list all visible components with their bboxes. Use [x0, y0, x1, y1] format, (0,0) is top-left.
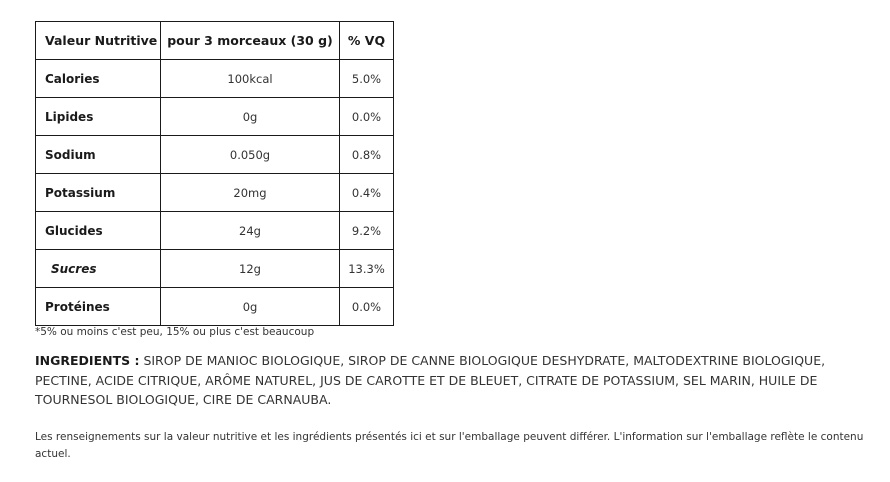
nutrient-amount: 0g	[161, 98, 340, 136]
table-row-lipides	[36, 98, 394, 136]
nutrient-name: Potassium	[36, 174, 161, 212]
nutrient-name: Protéines	[36, 288, 161, 326]
table-row-potassium	[36, 174, 394, 212]
nutrient-name: Sucres	[36, 250, 161, 288]
daily-value-footnote: *5% ou moins c'est peu, 15% ou plus c'est beaucoup	[35, 326, 315, 338]
nutrient-daily-value: 0.0%	[340, 98, 394, 136]
nutrient-name: Lipides	[36, 98, 161, 136]
nutrition-facts-table	[35, 21, 394, 326]
nutrient-daily-value: 9.2%	[340, 212, 394, 250]
table-row-sodium	[36, 136, 394, 174]
nutrient-amount: 100kcal	[161, 60, 340, 98]
nutrient-amount: 0g	[161, 288, 340, 326]
ingredients-list	[35, 351, 875, 410]
table-header-row	[36, 22, 394, 60]
table-row-proteines	[36, 288, 394, 326]
nutrient-name: Sodium	[36, 136, 161, 174]
packaging-disclaimer: Les renseignements sur la valeur nutritive et les ingrédients présentés ici et sur l'emballage peuvent différer. L'information sur l'emballage reflète le contenu actuel.	[35, 431, 864, 460]
nutrient-amount: 20mg	[161, 174, 340, 212]
table-row-glucides	[36, 212, 394, 250]
nutrient-name: Glucides	[36, 212, 161, 250]
nutrient-daily-value: 13.3%	[340, 250, 394, 288]
nutrient-amount: 0.050g	[161, 136, 340, 174]
nutrient-daily-value: 0.0%	[340, 288, 394, 326]
header-nutrient: Valeur Nutritive	[36, 22, 161, 60]
table-row-calories	[36, 60, 394, 98]
nutrient-amount: 24g	[161, 212, 340, 250]
header-daily-value: % VQ	[340, 22, 394, 60]
nutrient-daily-value: 0.4%	[340, 174, 394, 212]
ingredients-label: INGREDIENTS :	[35, 353, 140, 368]
nutrient-daily-value: 0.8%	[340, 136, 394, 174]
nutrient-daily-value: 5.0%	[340, 60, 394, 98]
ingredients-text: SIROP DE MANIOC BIOLOGIQUE, SIROP DE CANNE BIOLOGIQUE DESHYDRATE, MALTODEXTRINE BIOLOGIQUE, PECTINE, ACIDE CITRIQUE, ARÔME NATUREL, JUS DE CAROTTE ET DE BLEUET, CITRATE DE POTASSIUM, SEL MARIN, HUILE DE TOURNESOL BIOLOGIQUE, CIRE DE CARNAUBA.	[35, 353, 826, 407]
nutrient-amount: 12g	[161, 250, 340, 288]
table-row-sucres	[36, 250, 394, 288]
header-serving: pour 3 morceaux (30 g)	[161, 22, 340, 60]
nutrient-name: Calories	[36, 60, 161, 98]
